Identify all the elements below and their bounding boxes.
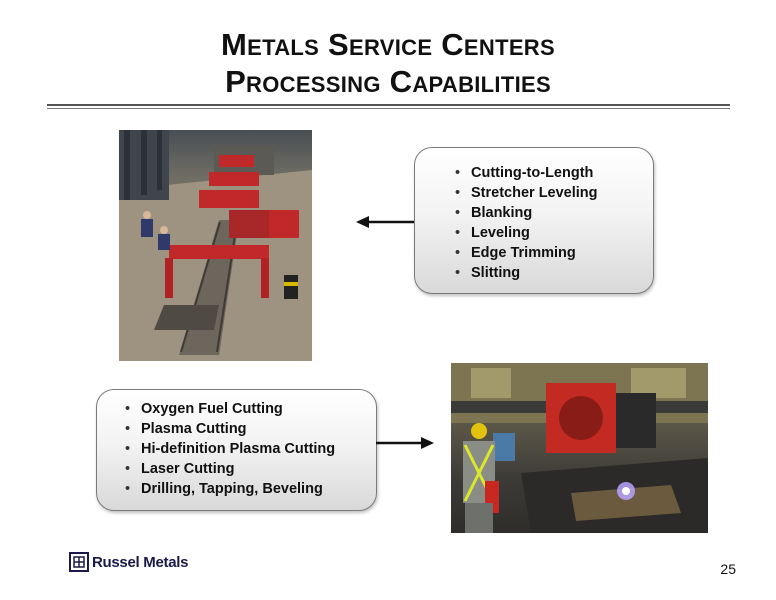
bullet-icon: • [125, 481, 131, 497]
company-logo [69, 552, 188, 572]
plate-cutting-capabilities-box [96, 389, 377, 511]
processing-line-photo [119, 130, 312, 361]
title-divider-thick [47, 104, 730, 106]
bullet-icon: • [455, 165, 461, 181]
bullet-icon: • [455, 185, 461, 201]
list-item: • Drilling, Tapping, Beveling [125, 481, 323, 497]
list-item: • Blanking [455, 205, 533, 221]
list-item: • Leveling [455, 225, 530, 241]
cutting-capabilities-box [414, 147, 654, 294]
slide-title-line1: Metals Service Centers [221, 27, 555, 62]
list-item: • Slitting [455, 265, 521, 281]
list-item: • Laser Cutting [125, 461, 235, 477]
page-number: 25 [720, 561, 736, 577]
plasma-cutting-photo [451, 363, 708, 533]
bullet-icon: • [455, 265, 461, 281]
bullet-icon: • [125, 441, 131, 457]
list-item: • Edge Trimming [455, 245, 576, 261]
logo-text: Russel Metals [92, 553, 189, 571]
list-item: • Stretcher Leveling [455, 185, 598, 201]
cutting-capabilities-list [455, 163, 598, 283]
list-item: • Oxygen Fuel Cutting [125, 401, 283, 417]
list-item: • Cutting-to-Length [455, 165, 594, 181]
bullet-icon: • [455, 205, 461, 221]
title-divider-thin [47, 108, 730, 109]
list-item: • Hi-definition Plasma Cutting [125, 441, 336, 457]
bullet-icon: • [455, 225, 461, 241]
bullet-icon: • [125, 421, 131, 437]
russel-metals-logo-icon [69, 552, 89, 572]
bullet-icon: • [125, 461, 131, 477]
plate-cutting-capabilities-list [125, 399, 335, 499]
left-arrow-icon [356, 215, 414, 229]
list-item: • Plasma Cutting [125, 421, 247, 437]
bullet-icon: • [125, 401, 131, 417]
slide-title-line2: Processing Capabilities [225, 64, 551, 99]
right-arrow-icon [376, 436, 434, 450]
bullet-icon: • [455, 245, 461, 261]
